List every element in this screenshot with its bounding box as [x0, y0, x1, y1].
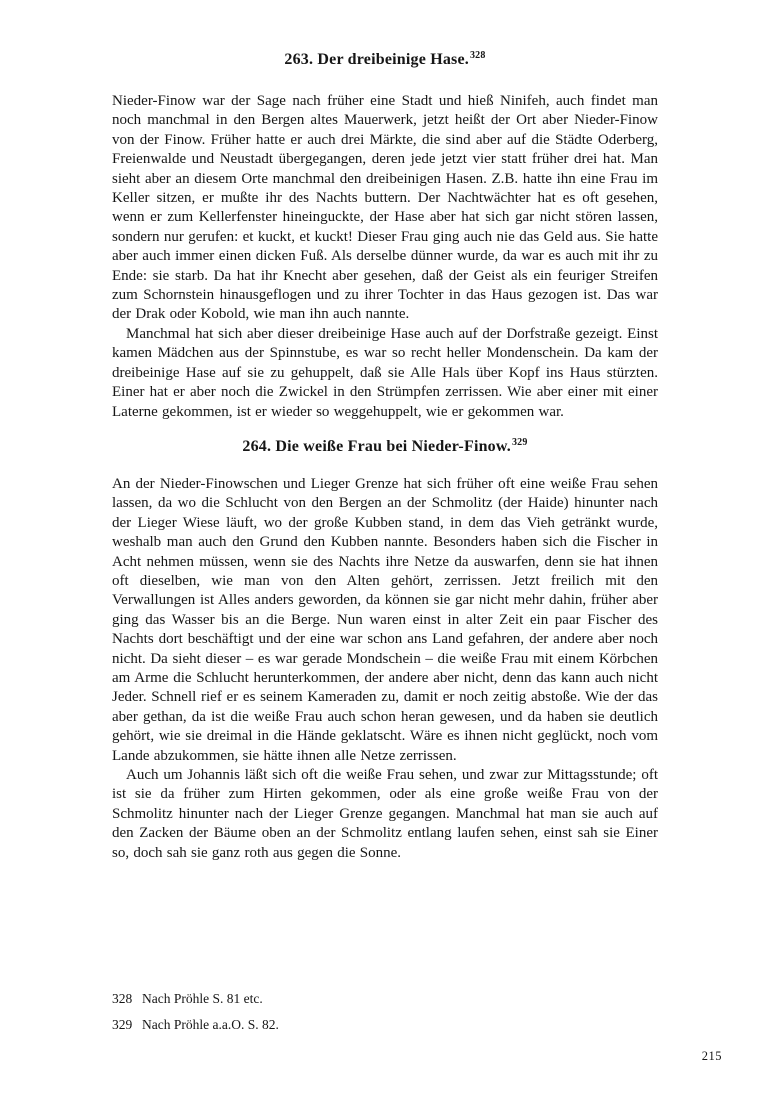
footnote-number: 329: [112, 1017, 133, 1032]
story-paragraph: Auch um Johannis läßt sich oft die weiße Frau sehen, und zwar zur Mittagsstunde; oft ist sie da früher zum Hirten gekommen, oder als eine große weiße Frau von der Schmolitz hinunter nach der Lieger Grenze gegangen. Manchmal hat man sie auch auf den Zacken der Bäume oben an der Schmolitz entlang laufen sehen, einst sah sie Einer so, doch sah sie ganz roth aus gegen die Sonne.: [112, 767, 658, 861]
footnote-text: Nach Pröhle S. 81 etc.: [142, 991, 263, 1006]
story-heading: [112, 50, 658, 70]
footnote-text: Nach Pröhle a.a.O. S. 82.: [142, 1017, 279, 1032]
footnote: [112, 1016, 658, 1033]
footnote-number: 328: [112, 991, 133, 1006]
story-264: [112, 437, 658, 863]
story-263: [112, 50, 658, 422]
text-block: [112, 0, 658, 863]
story-heading-text: 263. Der dreibeinige Hase.: [284, 51, 469, 68]
page-number: 215: [701, 1049, 722, 1063]
footnote: [112, 990, 658, 1007]
story-paragraph: Manchmal hat sich aber dieser dreibeinige Hase auch auf der Dorfstraße gezeigt. Einst kamen Mädchen aus der Spinnstube, es war so recht heller Mondenschein. Da kam der dreibeinige Hase auf sie zu gehuppelt, daß sie Alle Hals über Kopf ins Haus stürzten. Einer hat er aber noch die Zwickel in den Strümpfen zerrissen. Wie aber einer mit einer Laterne gekommen, ist er wieder so weggehuppelt, wie er gekommen war.: [112, 325, 658, 420]
story-heading: [112, 437, 658, 457]
story-heading-text: 264. Die weiße Frau bei Nieder-Finow.: [242, 437, 511, 455]
story-paragraph: An der Nieder-Finowschen und Lieger Grenze hat sich früher oft eine weiße Frau sehen lassen, da wo die Schlucht von den Bergen an der Schmolitz (der Haide) hinunter nach der Lieger Wiese läuft, wo der große Kubben stand, in dem das Vieh getränkt wurde, weshalb man auch den Grund den Kubben nannte. Besonders haben sich die Fischer in Acht nehmen müssen, wenn sie des Nachts ihre Netze da auswarfen, denn sie hat ihnen oft dieselben, wie man von den Alten gehört, zerrissen. Jetzt freilich mit den Verwallungen ist Alles anders geworden, da können sie gar nicht mehr dahin, früher aber ging das Wasser bis an die Berge. Nun waren einst in alter Zeit ein paar Fischer des Nachts dort beschäftigt und der eine war schon ans Land gefahren, der andere aber noch nicht. Da sieht dieser – es war gerade Mondschein – die weiße Frau mit einem Körbchen am Arme die Schlucht herunterkommen, der andere aber nicht, denn das kann auch nicht Jeder. Schnell rief er es seinem Kameraden zu, damit er noch zeitig abstoße. Wie der das aber gethan, da ist die weiße Frau auch schon heran gewesen, und da haben sie deutlich gehört, wie sie dreimal in die Hände geklatscht. Wäre es ihnen nicht geglückt, noch vom Lande abzukommen, sie hätte ihnen alle Netze zerrissen.: [112, 475, 658, 764]
footnote-ref-marker: 329: [511, 436, 528, 448]
story-paragraph: Nieder-Finow war der Sage nach früher eine Stadt und hieß Ninifeh, auch findet man noch manchmal in den Bergen altes Mauerwerk, jetzt heißt der Ort aber Nieder-Finow von der Finow. Früher hatte er auch drei Märkte, die sind aber auf die Städte Oderberg, Freienwalde und Neustadt übergegangen, deren jede jetzt vier statt früher drei hat. Man sieht aber an diesem Orte manchmal den dreibeinigen Hasen. Z.B. hatte ihn eine Frau im Keller sitzen, er mußte ihr des Nachts buttern. Der Nachtwächter hat es oft gesehen, wenn er zum Kellerfenster hineinguckte, der Hase aber hat sich gar nicht stören lassen, sondern nur gerufen: et kuckt, et kuckt! Dieser Frau ging auch nie das Geld aus. Sie hatte aber auch immer einen dicken Fuß. Als derselbe dünner wurde, da war es auch mit ihr zu Ende: sie starb. Da hat ihr Knecht aber gesehen, daß der Geist als ein feuriger Streifen zum Schornstein hinausgeflogen und zu ihrer Tochter in das Haus gezogen ist. Das war der Drak oder Kobold, wie man ihn auch nannte.: [112, 93, 658, 323]
footnote-ref-marker: 328: [469, 49, 486, 61]
footnotes: [112, 990, 658, 1042]
